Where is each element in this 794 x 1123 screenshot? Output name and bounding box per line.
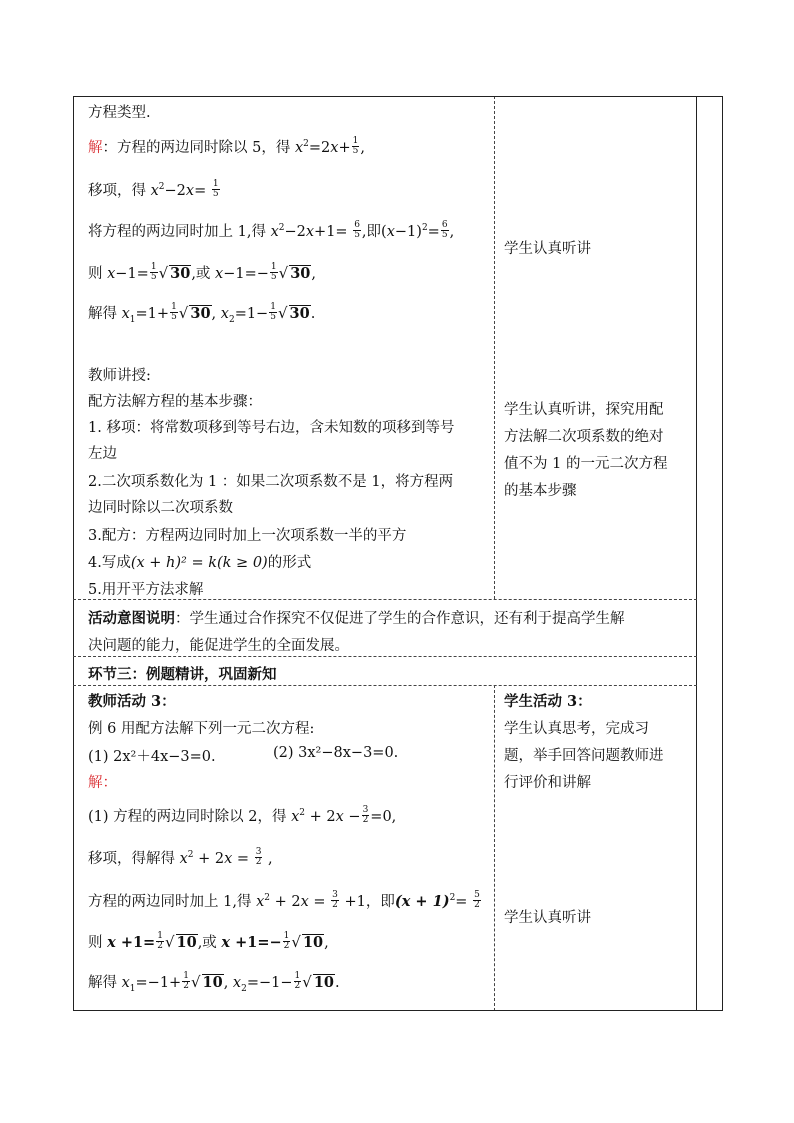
s3-line-1: (1) 方程的两边同时除以 2，得 $x^2 + 2x$ − $\frac{3}{2}$ =0, [88, 804, 397, 825]
continued-text: 方程类型. [88, 105, 151, 121]
step-3: 3.配方：方程两边同时加上一次项系数一半的平方 [88, 528, 407, 544]
column-divider-bottom [494, 685, 495, 1011]
table-inner-right-border [696, 96, 697, 1011]
fraction-three-halves: $\frac{3}{2}$ [332, 889, 338, 910]
sqrt-symbol: √ [158, 264, 169, 282]
student-activity-line-a: 学生认真听讲，探究用配 [504, 402, 664, 418]
s3-line-3: 方程的两边同时加上 1,得 $x^2 + 2x$ = $\frac{3}{2}$ +1，即$(x + 1)^2=$ $\frac{5}{2}$ [88, 889, 480, 910]
step-4-formula: (x + h)² = k(k ≥ 0) [130, 555, 268, 571]
example-eq-1: (1) 2x²＋4x−3=0. [88, 749, 216, 765]
student-activity-line-c: 值不为 1 的一元二次方程 [504, 456, 668, 472]
sqrt-symbol: √ [302, 973, 312, 991]
teacher-explain-heading: 教师讲授: [88, 368, 151, 384]
fraction-one-fifth: $\frac{1}{5}$ [352, 135, 359, 156]
step-1-line-b: 左边 [88, 446, 117, 462]
solution-line-1: 解：方程的两边同时除以 5，得 $x^2=2x+$ $\frac{1}{5}$ , [88, 135, 365, 156]
sqrt-symbol: √ [164, 933, 175, 951]
step-1-line-a: 1. 移项：将常数项移到等号右边，含未知数的项移到等号 [88, 420, 455, 436]
teacher-activity-3-label: 教师活动 3： [88, 693, 176, 710]
sqrt-symbol: √ [178, 304, 189, 322]
example-6-title: 例 6 用配方法解下列一元二次方程: [88, 721, 315, 737]
solution-label: 解 [88, 140, 103, 156]
s3-line-5: 解得 $x_1=-1+$ $\frac{1}{2}$ √ 10, $x_2=-1-$ $\frac{1}{2}$ √ 10. [88, 970, 340, 994]
fraction-five-halves: $\frac{5}{2}$ [474, 889, 480, 910]
sqrt-symbol: √ [291, 933, 301, 951]
step-5: 5.用开平方法求解 [88, 582, 204, 598]
student-listen-1: 学生认真听讲 [504, 241, 591, 257]
intent-label: 活动意图说明 [88, 610, 175, 627]
intent-line-a: 活动意图说明：学生通过合作探究不仅促进了学生的合作意识，还有利于提高学生解 [88, 610, 625, 627]
fraction-three-halves: $\frac{3}{2}$ [362, 804, 369, 825]
fraction-six-fifths: $\frac{6}{5}$ [354, 219, 360, 240]
fraction-one-fifth: $\frac{1}{5}$ [150, 261, 157, 282]
step-2-line-b: 边同时除以二次项系数 [88, 500, 233, 516]
table-right-border [722, 96, 723, 1011]
move-term-line: 移项，得 $x^2-2x=$ $\frac{1}{5}$ [88, 178, 219, 199]
fraction-one-half: $\frac{1}{2}$ [294, 970, 301, 991]
fraction-one-half: $\frac{1}{2}$ [183, 970, 189, 991]
stage-3-title: 环节三：例题精讲，巩固新知 [88, 666, 277, 683]
fraction-one-half: $\frac{1}{2}$ [157, 930, 163, 951]
student-activity-3-label: 学生活动 3： [504, 693, 592, 710]
student-3-line-c: 行评价和讲解 [504, 775, 591, 791]
student-listen-3: 学生认真听讲 [504, 910, 591, 926]
student-activity-line-d: 的基本步骤 [504, 483, 577, 499]
s3-line-2: 移项，得解得 $x^2 + 2x$ = $\frac{3}{2}$ , [88, 846, 273, 867]
table-left-border [73, 96, 74, 1011]
fraction-one-fifth: $\frac{1}{5}$ [270, 301, 276, 322]
fraction-one-fifth: $\frac{1}{5}$ [270, 261, 277, 282]
row-divider-2 [73, 656, 697, 657]
step-2-line-a: 2.二次项系数化为 1 ：如果二次项系数不是 1，将方程两 [88, 474, 454, 490]
sqrt-symbol: √ [190, 973, 201, 991]
sqrt-symbol: √ [278, 264, 289, 282]
row-divider-3 [73, 685, 697, 686]
fraction-one-fifth: $\frac{1}{5}$ [212, 178, 219, 199]
intent-line-b: 决问题的能力，能促进学生的全面发展。 [88, 638, 349, 654]
s3-line-4: 则 x +1= $\frac{1}{2}$ √ 10,或 x +1=− $\frac{1}{2}$ √ 10, [88, 930, 329, 951]
student-3-line-b: 题，举手回答问题教师进 [504, 748, 664, 764]
sqrt-symbol: √ [277, 304, 288, 322]
result-line: 解得 $x_1=1+$ $\frac{1}{5}$ √ 30, $x_2=1-$ $\frac{1}{5}$ √ 30. [88, 301, 316, 325]
fraction-six-fifths: $\frac{6}{5}$ [441, 219, 448, 240]
table-bottom-border [73, 1010, 723, 1011]
example-eq-2: (2) 3x²−8x−3=0. [273, 745, 399, 761]
fraction-one-fifth: $\frac{1}{5}$ [171, 301, 177, 322]
student-activity-line-b: 方法解二次项系数的绝对 [504, 429, 664, 445]
step-4: 4.写成(x + h)² = k(k ≥ 0)的形式 [88, 555, 312, 571]
student-3-line-a: 学生认真思考，完成习 [504, 721, 649, 737]
add-one-line: 将方程的两边同时加上 1,得 $x^2-2x+1=$ $\frac{6}{5}$ ,即$(x-1)^2=$ $\frac{6}{5}$ , [88, 219, 455, 240]
column-divider-top [494, 96, 495, 599]
solution-label-3: 解： [88, 775, 117, 791]
then-line: 则 x−1= $\frac{1}{5}$ √ 30,或 x−1=− $\frac{1}{5}$ √ 30, [88, 261, 316, 282]
row-divider-1 [73, 599, 697, 600]
steps-title: 配方法解方程的基本步骤： [88, 394, 262, 410]
fraction-three-halves: $\frac{3}{2}$ [255, 846, 262, 867]
table-top-border [73, 96, 723, 97]
fraction-one-half: $\frac{1}{2}$ [283, 930, 290, 951]
